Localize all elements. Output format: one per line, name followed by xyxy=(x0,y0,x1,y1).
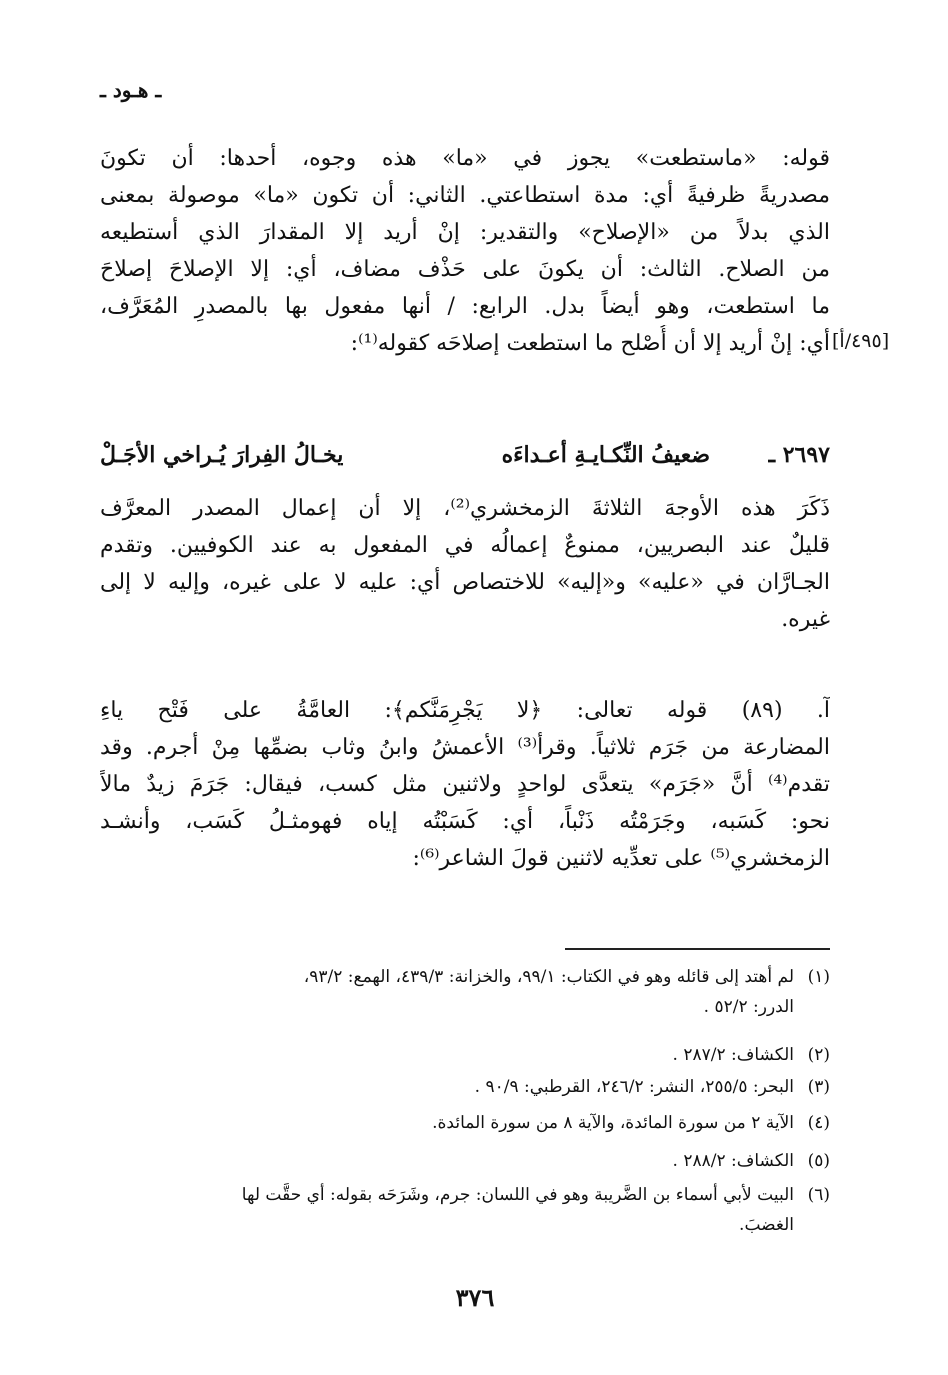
text-line: ذَكَرَ هذه الأوجهَ الثلاثةَ الزمخشري⁽²⁾، إلا أن إعمال المصدر المعرَّف xyxy=(100,496,830,521)
text-line: الجـارَّان في «عليه» و«إليه» للاختصاص أي: عليه لا على غيره، وإليه لا إلى xyxy=(100,570,830,595)
text-line: غيره. xyxy=(781,607,830,632)
footnote-label: (٣) xyxy=(807,1077,830,1097)
footnote xyxy=(100,1108,830,1138)
footnote-label: (٤) xyxy=(807,1113,830,1133)
footnote-label: (٦) xyxy=(807,1185,830,1205)
paragraph-1 xyxy=(100,140,830,362)
footnote xyxy=(100,1180,830,1240)
footnote-text: الدرر: ٥٢/٢ . xyxy=(703,997,794,1017)
margin-folio-note: [٤٩٥/أ] xyxy=(832,330,890,352)
footnote-text: الكشاف: ٢٨٨/٢ . xyxy=(672,1151,794,1171)
footnote-label: (٢) xyxy=(807,1045,830,1065)
verse-hemistich-second: يخـالُ الفِرارَ يُـراخي الأجَـلْ xyxy=(100,442,344,468)
footnote-label: (٥) xyxy=(807,1151,830,1171)
text-line: أي: إنْ أريد إلا أن أُصْلح ما استطعت إصلاحَه كقوله⁽¹⁾: xyxy=(350,331,830,356)
footnote-text: الغضبَ. xyxy=(739,1215,794,1235)
text-line: قوله: «ماستطعت» يجوز في «ما» هذه وجوه، أحدها: أن تكونَ xyxy=(100,146,830,171)
footnote-label: (١) xyxy=(807,967,830,987)
poetry-verse xyxy=(100,438,830,482)
footnote-text: البحر: ٢٥٥/٥، النشر: ٢٤٦/٢، القرطبي: ٩٠/٩ . xyxy=(474,1077,794,1097)
footnote xyxy=(100,1040,830,1070)
footnote-text: الآية ٢ من سورة المائدة، والآية ٨ من سورة المائدة. xyxy=(432,1113,794,1133)
footnote xyxy=(100,1072,830,1102)
text-line: قليلٌ عند البصريين، ممنوعٌ إعمالُه في المفعول به عند الكوفيين. وتقدم xyxy=(100,533,830,558)
footnote xyxy=(100,1146,830,1176)
page-number: ٣٧٦ xyxy=(455,1283,495,1312)
footnote xyxy=(100,962,830,1022)
text-line: آ. (٨٩) قوله تعالى: ﴿لا يَجْرِمَنَّكم﴾: العامَّةُ على فَتْح ياءِ xyxy=(100,698,830,723)
text-line: ما استطعت، وهو أيضاً بدل. الرابع: / أنها مفعول بها بالمصدرِ المُعَرَّف، xyxy=(100,294,830,319)
footnote-divider xyxy=(565,948,830,950)
running-header: ـ هـود ـ xyxy=(100,78,162,102)
text-line: من الصلاح. الثالث: أن يكونَ على حَذْف مضاف، أي: إلا الإصلاحَ إصلاحَ xyxy=(100,257,830,282)
text-line: الزمخشري⁽⁵⁾ على تعدِّيه لاثنين قولَ الشاعر⁽⁶⁾: xyxy=(412,846,830,871)
paragraph-3 xyxy=(100,692,830,877)
verse-number: ٢٦٩٧ ـ xyxy=(768,442,830,468)
paragraph-2 xyxy=(100,490,830,638)
footnote-text: الكشاف: ٢٨٧/٢ . xyxy=(672,1045,794,1065)
verse-hemistich-first: ضعيفُ النِّكـايـةِ أعـداءَه xyxy=(501,442,710,468)
footnote-text: البيت لأبي أسماء بن الضَّريبة وهو في اللسان: جرم، وشَرَحَه بقوله: أي حقَّت لها xyxy=(241,1185,794,1205)
text-line: نحو: كَسَبه، وجَرَمْتُه ذَنْباً، أي: كَسَبْتُه إياه فهومثـلُ كَسَب، وأنشـد xyxy=(100,809,830,834)
text-line: تقدم⁽⁴⁾ أنَّ «جَرَم» يتعدَّى لواحدٍ ولاثنين مثل كسب، فيقال: جَرَمَ زيدٌ مالاً xyxy=(100,772,830,797)
footnote-text: لم أهتد إلى قائله وهو في الكتاب: ٩٩/١، والخزانة: ٤٣٩/٣، الهمع: ٩٣/٢، xyxy=(303,967,794,987)
text-line: المضارعة من جَرَم ثلاثياً. وقرأ⁽³⁾ الأعمشُ وابنُ وثاب بضمِّها مِنْ أجرم. وقد xyxy=(100,735,830,760)
text-line: الذي بدلاً من «الإصلاح» والتقدير: إنْ أريد إلا المقدارَ الذي أستطيعه xyxy=(100,220,830,245)
text-line: مصدريةً ظرفيةً أي: مدة استطاعتي. الثاني: أن تكون «ما» موصولة بمعنى xyxy=(100,183,830,208)
